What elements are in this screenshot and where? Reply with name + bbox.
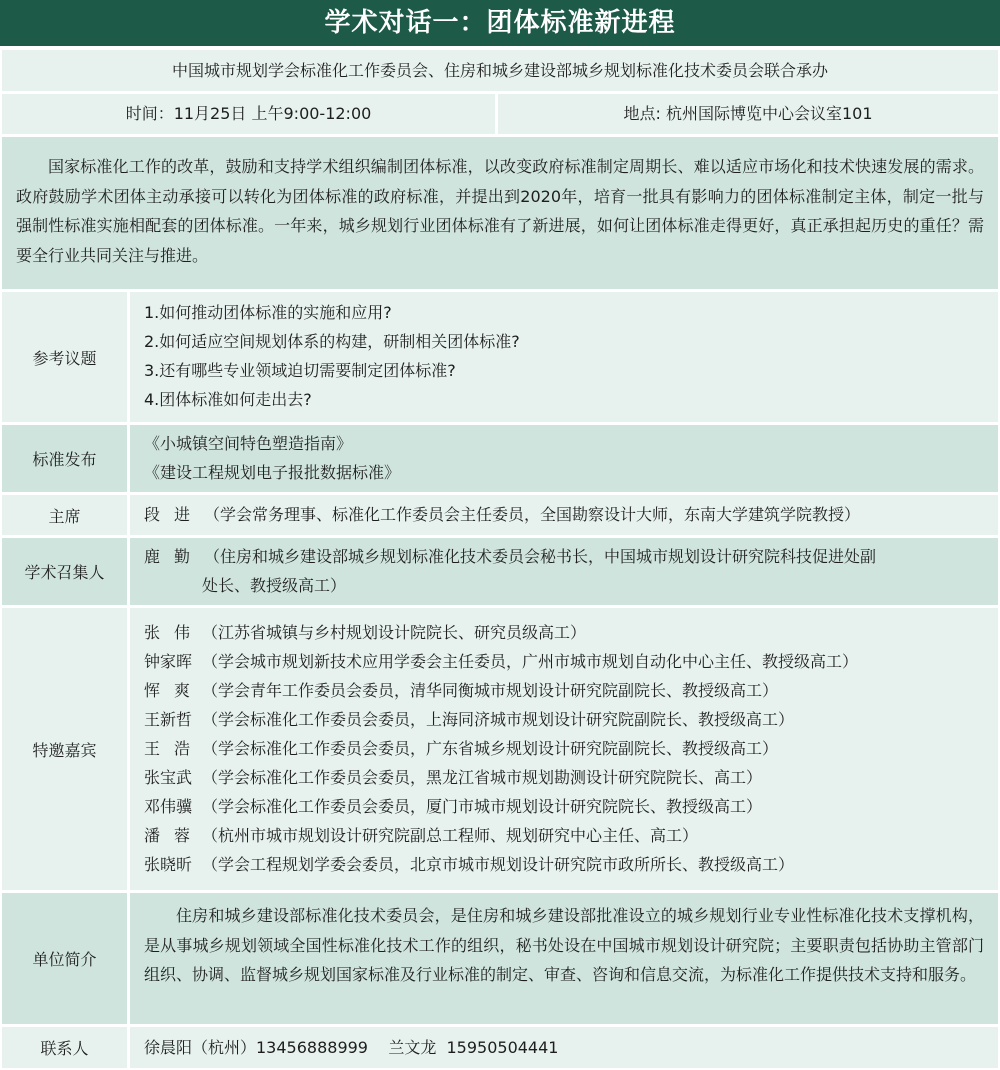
guest-desc: （江苏省城镇与乡村规划设计院院长、研究员级高工） (202, 623, 587, 642)
guest-desc: （杭州市城市规划设计研究院副总工程师、规划研究中心主任、高工） (202, 826, 699, 845)
guest-item (144, 792, 998, 821)
standards-label: 标准发布 (2, 425, 127, 492)
unit-label: 单位简介 (2, 893, 127, 1024)
guest-name: 邓伟骥 (144, 797, 193, 816)
guest-desc: （学会城市规划新技术应用学委会主任委员，广州市城市规划自动化中心主任、教授级高工） (202, 652, 859, 671)
topics-list (130, 292, 998, 422)
guest-item (144, 618, 998, 647)
guest-item (144, 850, 998, 879)
guest-item (144, 705, 998, 734)
guest-item (144, 676, 998, 705)
guest-name: 恽爽 (144, 681, 205, 700)
convener-desc-1: （住房和城乡建设部城乡规划标准化技术委员会秘书长，中国城市规划设计研究院科技促进处副 (204, 547, 877, 566)
topic-item: 2.如何适应空间规划体系的构建，研制相关团体标准? (144, 332, 520, 351)
guests-label: 特邀嘉宾 (2, 608, 127, 890)
unit-text: 住房和城乡建设部标准化技术委员会，是住房和城乡建设部批准设立的城乡规划行业专业性标准化技术支撑机构，是从事城乡规划领域全国性标准化技术工作的组织，秘书处设在中国城市规划设计研究院；主要职责包括协助主管部门组织、协调、监督城乡规划国家标准及行业标准的制定、审查、咨询和信息交流，为标准化工作提供技术支持和服务。 (130, 893, 998, 1024)
guest-name: 王浩 (144, 739, 205, 758)
chair-row (130, 495, 998, 535)
event-time: 时间：11月25日 上午9:00-12:00 (2, 94, 495, 134)
guest-desc: （学会工程规划学委会委员，北京市城市规划设计研究院市政所所长、教授级高工） (202, 855, 795, 874)
chair-name: 段进 (144, 505, 205, 524)
convener-row (130, 538, 998, 605)
topics-label: 参考议题 (2, 292, 127, 422)
guest-desc: （学会标准化工作委员会委员，广东省城乡规划设计研究院副院长、教授级高工） (202, 739, 779, 758)
chair-label: 主席 (2, 495, 127, 535)
convener-label: 学术召集人 (2, 538, 127, 605)
topic-item: 4.团体标准如何走出去? (144, 390, 312, 409)
guest-item (144, 821, 998, 850)
intro-paragraph: 国家标准化工作的改革，鼓励和支持学术组织编制团体标准，以改变政府标准制定周期长、难以适应市场化和技术快速发展的需求。政府鼓励学术团体主动承接可以转化为团体标准的政府标准，并提出到2020年，培育一批具有影响力的团体标准制定主体，制定一批与强制性标准实施相配套的团体标准。一年来，城乡规划行业团体标准有了新进展，如何让团体标准走得更好，真正承担起历史的重任？需要全行业共同关注与推进。 (2, 137, 998, 289)
guests-list (130, 608, 998, 890)
topic-item: 1.如何推动团体标准的实施和应用? (144, 303, 392, 322)
contact-label: 联系人 (2, 1027, 127, 1068)
guest-name: 钟家晖 (144, 652, 193, 671)
guest-name: 张晓昕 (144, 855, 193, 874)
guest-desc: （学会青年工作委员会委员，清华同衡城市规划设计研究院副院长、教授级高工） (202, 681, 779, 700)
organizer-text: 中国城市规划学会标准化工作委员会、住房和城乡建设部城乡规划标准化技术委员会联合承办 (2, 50, 998, 91)
contact-text: 徐晨阳（杭州）13456888999 兰文龙 15950504441 (130, 1027, 998, 1068)
guest-item (144, 734, 998, 763)
guest-desc: （学会标准化工作委员会委员，上海同济城市规划设计研究院副院长、教授级高工） (202, 710, 795, 729)
guest-name: 潘蓉 (144, 826, 205, 845)
guest-desc: （学会标准化工作委员会委员，厦门市城市规划设计研究院院长、教授级高工） (202, 797, 763, 816)
convener-name: 鹿勤 (144, 547, 205, 566)
guest-name: 王新哲 (144, 710, 193, 729)
page-title: 学术对话一：团体标准新进程 (0, 0, 1000, 46)
event-location: 地点: 杭州国际博览中心会议室101 (498, 94, 998, 134)
chair-desc: （学会常务理事、标准化工作委员会主任委员，全国勘察设计大师，东南大学建筑学院教授） (204, 505, 861, 524)
standard-item: 《建设工程规划电子报批数据标准》 (144, 463, 401, 482)
guest-desc: （学会标准化工作委员会委员，黑龙江省城市规划勘测设计研究院院长、高工） (202, 768, 763, 787)
topic-item: 3.还有哪些专业领域迫切需要制定团体标准? (144, 361, 456, 380)
standard-item: 《小城镇空间特色塑造指南》 (144, 434, 353, 453)
guest-item (144, 763, 998, 792)
standards-list (130, 425, 998, 492)
guest-name: 张伟 (144, 623, 205, 642)
guest-item (144, 647, 998, 676)
guest-name: 张宝武 (144, 768, 193, 787)
convener-desc-2: 处长、教授级高工） (202, 576, 347, 595)
